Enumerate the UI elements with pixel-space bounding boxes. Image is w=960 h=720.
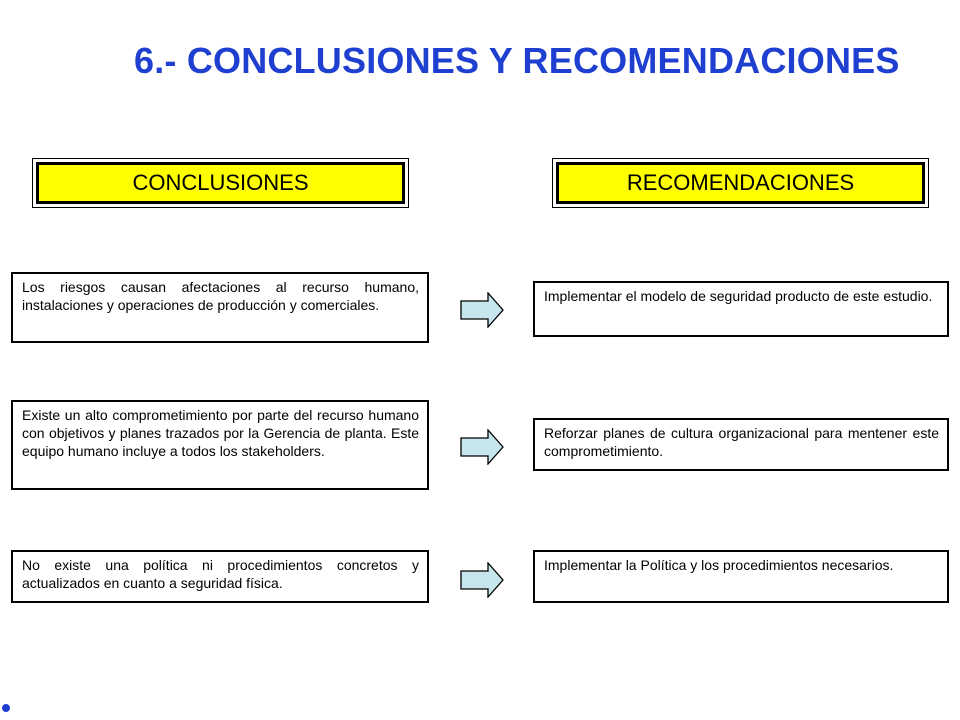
right-arrow-icon: [460, 562, 504, 598]
recommendation-box-3: Implementar la Política y los procedimientos necesarios.: [533, 550, 949, 603]
slide-title: 6.- CONCLUSIONES Y RECOMENDACIONES: [134, 40, 900, 81]
recommendations-header-label: RECOMENDACIONES: [556, 162, 925, 204]
conclusion-box-1: Los riesgos causan afectaciones al recurso humano, instalaciones y operaciones de producción y comerciales.: [11, 272, 429, 343]
conclusions-header: [32, 158, 409, 208]
recommendation-box-1: Implementar el modelo de seguridad producto de este estudio.: [533, 281, 949, 337]
conclusion-box-2: Existe un alto comprometimiento por parte del recurso humano con objetivos y planes trazados por la Gerencia de planta. Este equipo humano incluye a todos los stakeholders.: [11, 400, 429, 490]
recommendation-box-2: Reforzar planes de cultura organizacional para mentener este comprometimiento.: [533, 418, 949, 471]
right-arrow-icon: [460, 429, 504, 465]
recommendations-header: [552, 158, 929, 208]
conclusions-header-label: CONCLUSIONES: [36, 162, 405, 204]
conclusion-box-3: No existe una política ni procedimientos concretos y actualizados en cuanto a seguridad física.: [11, 550, 429, 603]
right-arrow-icon: [460, 292, 504, 328]
bullet-dot-icon: [2, 704, 10, 712]
